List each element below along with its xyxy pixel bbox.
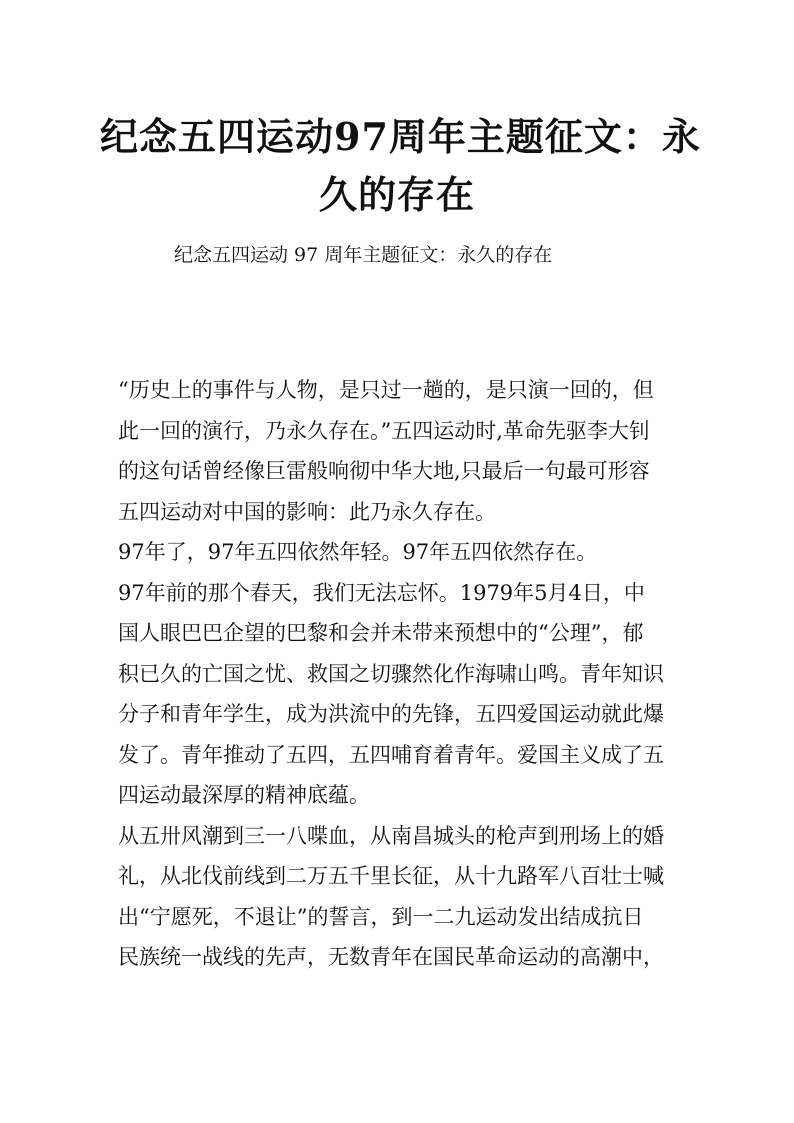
body-line: 此一回的演行，乃永久存在。”五四运动时,革命先驱李大钊: [118, 418, 650, 443]
body-line: 97年前的那个春天，我们无法忘怀。1979年5月4日，中: [118, 580, 645, 605]
body-line: 出“宁愿死，不退让”的誓言，到一二九运动发出结成抗日: [118, 904, 644, 929]
document-body: [118, 370, 698, 978]
body-line: 民族统一战线的先声，无数青年在国民革命运动的高潮中，: [118, 945, 664, 969]
document-title-line-2: 久的存在: [318, 172, 475, 217]
body-line: 分子和青年学生，成为洪流中的先锋，五四爱国运动就此爆: [118, 702, 664, 726]
body-line: 从五卅风潮到三一八喋血，从南昌城头的枪声到刑场上的婚: [118, 823, 664, 848]
body-line: 发了。青年推动了五四，五四哺育着青年。爱国主义成了五: [118, 742, 664, 767]
body-line: 四运动最深厚的精神底蕴。: [118, 783, 370, 807]
body-line: 的这句话曾经像巨雷般响彻中华大地,只最后一句最可形容: [118, 459, 650, 483]
document-title-line-1: 纪念五四运动97周年主题征文：永: [100, 114, 701, 159]
document-subtitle: 纪念五四运动 97 周年主题征文：永久的存在: [174, 244, 553, 266]
body-line: 国人眼巴巴企望的巴黎和会并未带来预想中的“公理”，郁: [118, 621, 644, 645]
body-line: “历史上的事件与人物，是只过一趟的，是只演一回的，但: [118, 378, 654, 402]
body-line: 五四运动对中国的影响：此乃永久存在。: [118, 499, 496, 524]
body-line: 礼，从北伐前线到二万五千里长征，从十九路军八百壮士喊: [118, 864, 664, 888]
body-line: 97年了，97年五四依然年轻。97年五四依然存在。: [118, 540, 598, 564]
body-line: 积已久的亡国之忧、救国之切骤然化作海啸山鸣。青年知识: [118, 661, 664, 686]
